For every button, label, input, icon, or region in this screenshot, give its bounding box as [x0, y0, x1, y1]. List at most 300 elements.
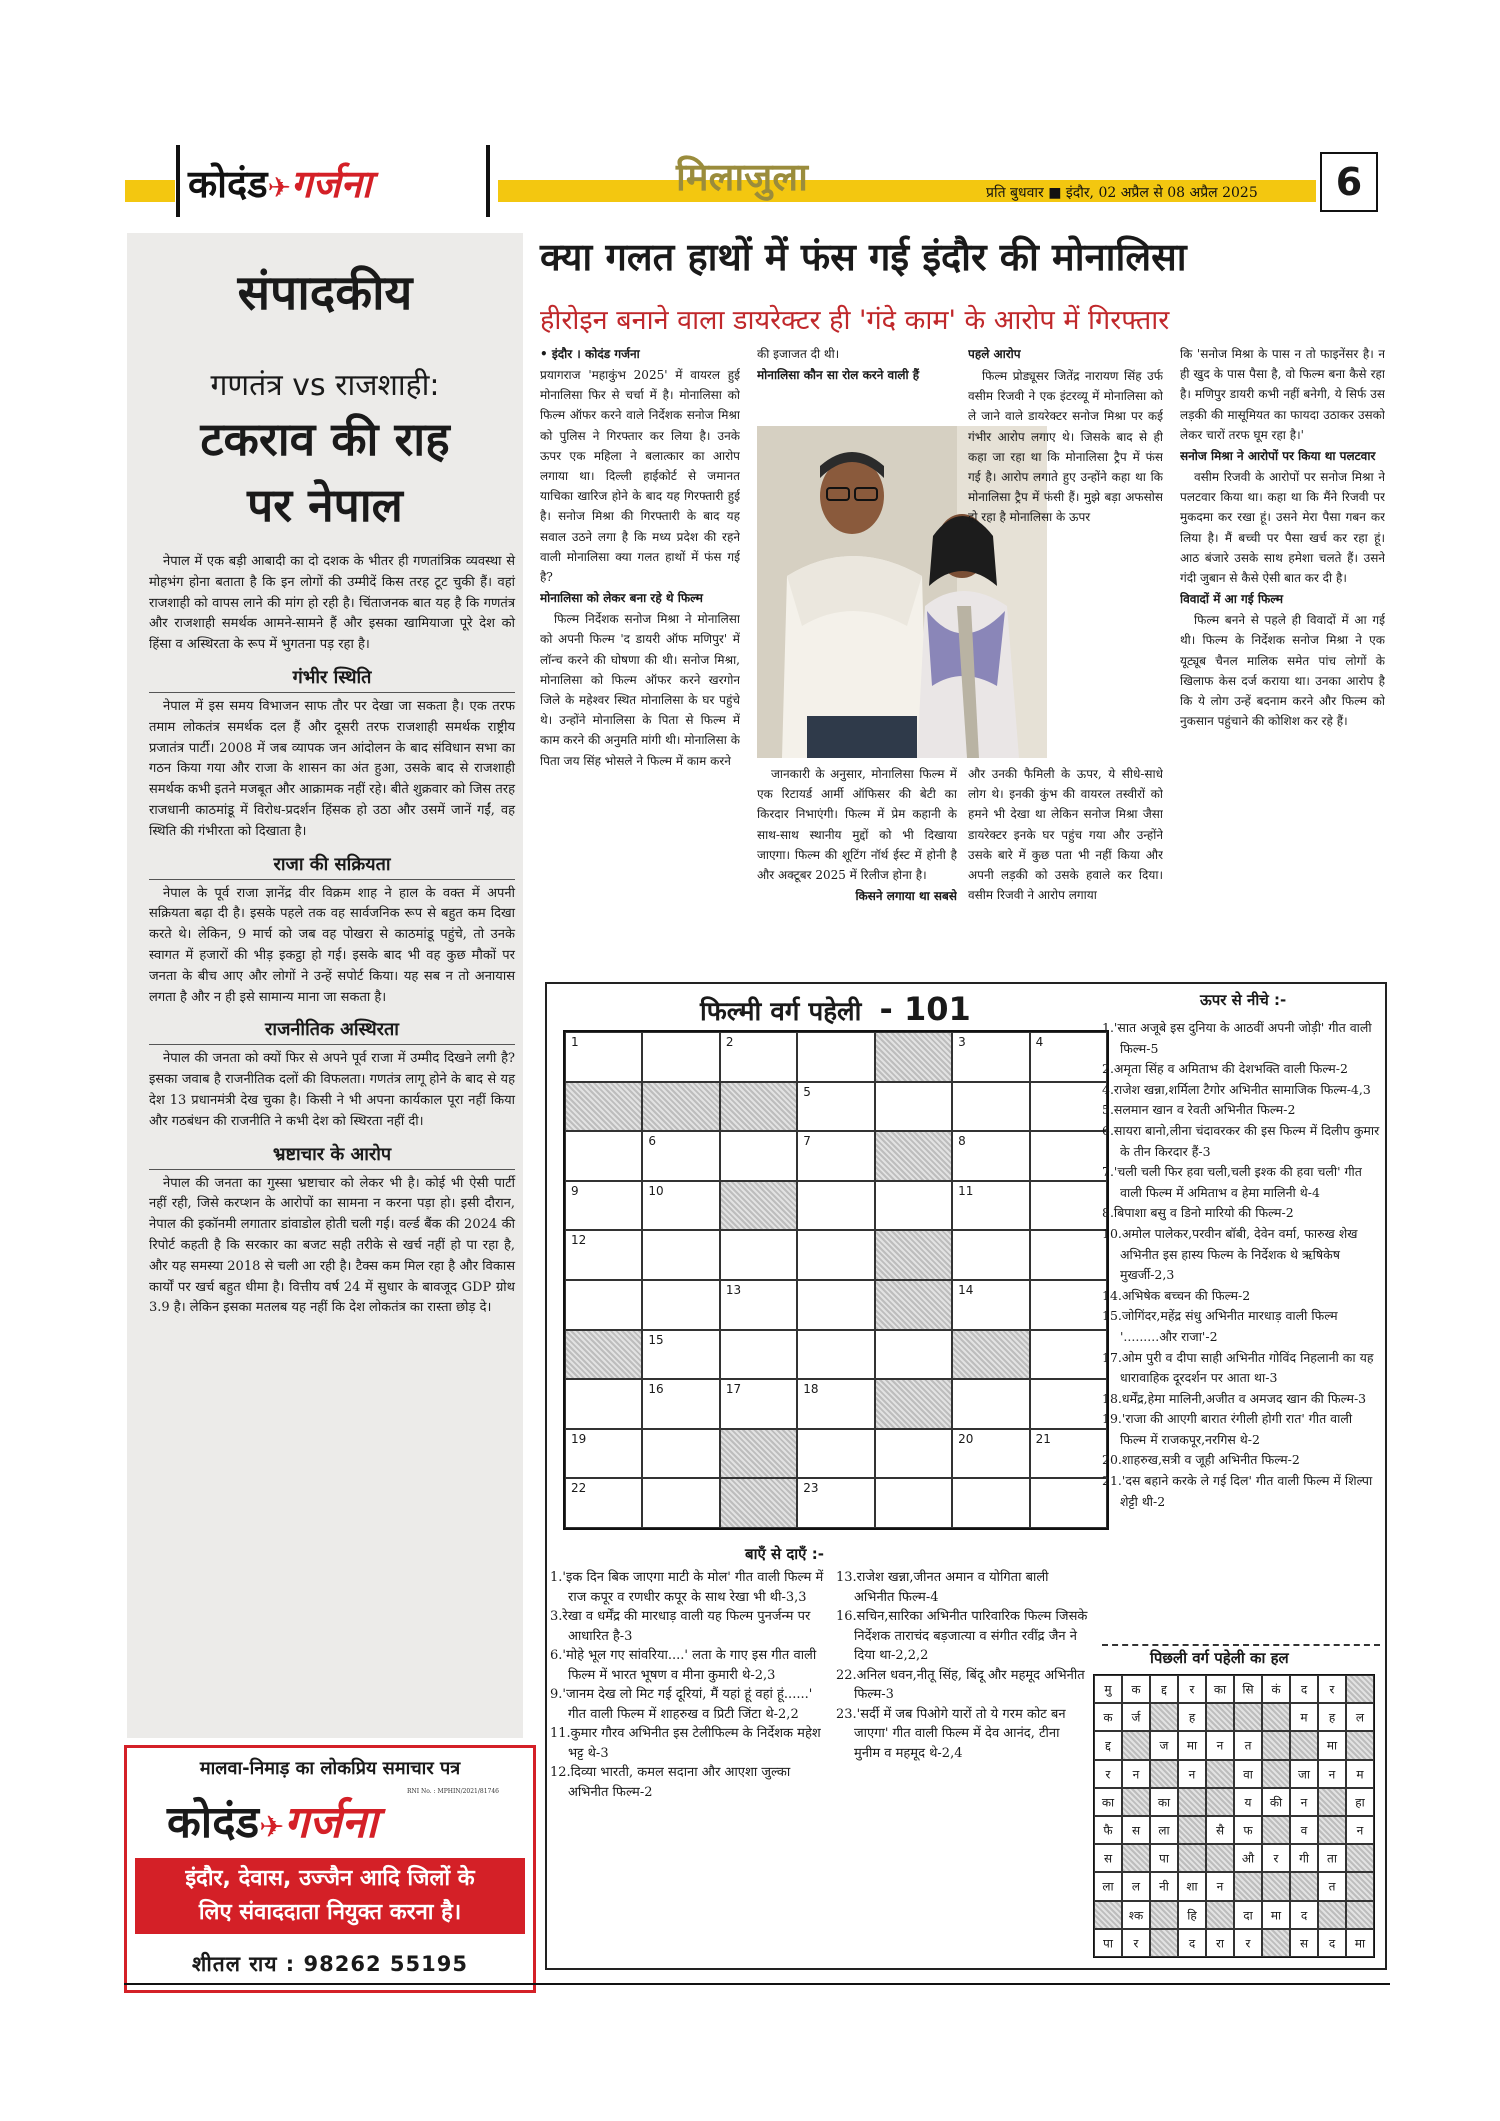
editorial-kicker: गणतंत्र vs राजशाही: [210, 368, 440, 403]
solution-block [1234, 1872, 1262, 1900]
crossword-cell[interactable] [952, 1280, 1029, 1330]
solution-cell [1150, 1731, 1178, 1759]
solution-cell [1290, 1929, 1318, 1957]
solution-block [1178, 1844, 1206, 1872]
solution-grid [1093, 1674, 1375, 1958]
clue-number: 9 [571, 1183, 579, 1198]
solution-letter: ता [1327, 1851, 1337, 1866]
solution-letter: द [1300, 1682, 1308, 1697]
solution-cell [1290, 1703, 1318, 1731]
editorial-para: नेपाल में एक बड़ी आबादी का दो दशक के भीतर ही गणतांत्रिक व्यवस्था से मोहभंग होना बताता है कि इन लोगों की उम्मीदें किस तरह टूट चुकी हैं। वहां राजशाही को वापस लाने की मांग हो रही है। चिंताजनक बात यह है कि गणतंत्र और राजशाही समर्थक आमने-सामने हैं और इसका खामियाजा पूरे देश को हिंसा व अस्थिरता के रूप में भुगतना पड़ रहा है। [149, 554, 515, 653]
solution-block [1150, 1703, 1178, 1731]
down-clue: 18.धर्मेंद्र,हेमा मालिनी,अजीत व अमजद खान की फिल्म-3 [1102, 1390, 1367, 1406]
solution-block [1262, 1816, 1290, 1844]
solution-block [1318, 1788, 1346, 1816]
crossword-cell[interactable] [952, 1082, 1029, 1132]
editorial-para: नेपाल के पूर्व राजा ज्ञानेंद्र वीर विक्रम शाह ने हाल के वक्त में अपनी सक्रियता बढ़ा दी है। इसके पहले तक वह सार्वजनिक रूप से बहुत कम दिखा करते थे। लेकिन, 9 मार्च को जब वह पोखरा से काठमांडू पहुंचे, तो उनके स्वागत में हजारों की भीड़ इकट्ठा हो गई। इसके बाद भी वह कुछ मौकों पर जनता के बीच आए और लोगों ने उन्हें सपोर्ट किया। यह सब न तो अनायास लगता है और न ही इसे सामान्य माना जा सकता है। [149, 885, 515, 1005]
clue-number: 11 [958, 1183, 974, 1198]
crossword-block [952, 1330, 1029, 1380]
solution-cell [1346, 1788, 1374, 1816]
editorial-para: नेपाल में इस समय विभाजन साफ तौर पर देखा जा सकता है। एक तरफ तमाम लोकतंत्र समर्थक दल हैं और दूसरी तरफ राजशाही समर्थक राष्ट्रीय प्रजातंत्र पार्टी। 2008 में जब व्यापक जन आंदोलन के बाद संविधान सभा का गठन किया गया और राजा के शासन का अंत हुआ, उसके बाद से राजशाही समर्थक कभी इतने मजबूत और आक्रामक नहीं रहे। बीते शुक्रवार को जिस तरह राजधानी काठमांडू में विरोध-प्रदर्शन हिंसक हो उठा और उसमें जानें गईं, वह स्थिति की गंभीरता को दिखाता है। [149, 698, 515, 839]
solution-letter: सै [1215, 1823, 1225, 1838]
crossword-block [565, 1082, 642, 1132]
crossword-cell[interactable] [1030, 1230, 1107, 1280]
editorial-subhead: राजा की सक्रियता [149, 848, 515, 880]
down-clues-title: ऊपर से नीचे :- [1200, 991, 1287, 1009]
story-column-2-top [757, 344, 957, 424]
crossword-cell[interactable] [720, 1280, 797, 1330]
solution-cell [1150, 1844, 1178, 1872]
story-headline: क्या गलत हाथों में फंस गई इंदौर की मोनालिसा [540, 235, 1187, 279]
solution-cell [1178, 1731, 1206, 1759]
solution-letter: ह [1188, 1710, 1196, 1725]
solution-letter: का [1213, 1682, 1227, 1697]
solution-letter: गी [1299, 1851, 1309, 1866]
crossword-cell[interactable] [565, 1478, 642, 1528]
solution-letter: दा [1243, 1908, 1253, 1923]
down-clue: 14.अभिषेक बच्चन की फिल्म-2 [1102, 1287, 1251, 1303]
story-para: प्रयागराज 'महाकुंभ 2025' में वायरल हुई मोनालिसा फिर से चर्चा में है। मोनालिसा को फिल्म ऑफर करने वाले निर्देशक सनोज मिश्रा को पुलिस ने गिरफ्तार कर लिया है। उनके ऊपर एक महिला ने बलात्कार का आरोप लगाया था। दिल्ली हाईकोर्ट से जमानत याचिका खारिज होने के बाद यह गिरफ्तारी हुई है। सनोज मिश्रा की गिरफ्तारी के बाद यह सवाल उठने लगा है कि मध्य प्रदेश की रहने वाली मोनालिसा क्या गलत हाथों में फंस गई है? [540, 368, 740, 585]
solution-cell [1262, 1675, 1290, 1703]
section-name: मिलाजुला [676, 155, 808, 199]
solution-cell [1178, 1872, 1206, 1900]
solution-letter: जा [1297, 1767, 1310, 1782]
crossword-cell[interactable] [642, 1330, 719, 1380]
solution-block [1262, 1760, 1290, 1788]
crossword-block [565, 1330, 642, 1380]
solution-cell [1178, 1703, 1206, 1731]
solution-cell [1234, 1788, 1262, 1816]
solution-cell [1290, 1760, 1318, 1788]
solution-cell [1290, 1675, 1318, 1703]
solution-letter: न [1328, 1767, 1336, 1782]
down-clue: 7.'चली चली फिर हवा चली,चली इश्क की हवा चली' गीत वाली फिल्म में अमिताभ व हेमा मालिनी थे-4 [1102, 1164, 1362, 1200]
solution-letter: द्द [1161, 1682, 1167, 1697]
solution-letter: शा [1186, 1879, 1198, 1894]
ad-tagline: मालवा-निमाड़ का लोकप्रिय समाचार पत्र [199, 1758, 461, 1779]
solution-letter: र [1329, 1682, 1335, 1697]
solution-block [1206, 1844, 1234, 1872]
crossword-cell[interactable] [565, 1379, 642, 1429]
solution-cell [1206, 1816, 1234, 1844]
solution-cell [1206, 1872, 1234, 1900]
solution-block [1346, 1901, 1374, 1929]
clue-number: 4 [1035, 1035, 1044, 1049]
crossword-cell[interactable] [797, 1330, 874, 1380]
crossword-cell[interactable] [1030, 1280, 1107, 1330]
down-clue: 19.'राजा की आएगी बारात रंगीली होगी रात' गीत वाली फिल्म में राजकपूर,नरगिस थे-2 [1102, 1411, 1353, 1447]
crossword-cell[interactable] [720, 1330, 797, 1380]
solution-cell [1318, 1844, 1346, 1872]
crossword-cell[interactable] [1030, 1032, 1107, 1082]
solution-cell [1318, 1675, 1346, 1703]
solution-letter: त [1328, 1879, 1336, 1894]
solution-cell [1206, 1731, 1234, 1759]
crossword-block [720, 1181, 797, 1231]
clue-number: 18 [803, 1382, 819, 1397]
solution-letter: पा [1103, 1936, 1113, 1951]
solution-block [1262, 1703, 1290, 1731]
crossword-cell[interactable] [1030, 1181, 1107, 1231]
solution-cell [1122, 1872, 1150, 1900]
crossword-cell[interactable] [952, 1032, 1029, 1082]
crossword-cell[interactable] [642, 1181, 719, 1231]
across-clue: 1.'इक दिन बिक जाएगा माटी के मोल' गीत वाली फिल्म में राज कपूर व रणधीर कपूर के साथ रेखा भी थी-3,3 [550, 1570, 824, 1605]
ad-banner: इंदौर, देवास, उज्जैन आदि जिलों के लिए संवाददाता नियुक्त करना है। [135, 1858, 525, 1934]
solution-cell [1318, 1731, 1346, 1759]
editorial-label: संपादकीय [237, 265, 413, 321]
page-number: 6 [1320, 152, 1378, 212]
solution-cell [1234, 1731, 1262, 1759]
solution-cell [1122, 1760, 1150, 1788]
editorial-subhead: गंभीर स्थिति [149, 661, 515, 693]
crossword-cell[interactable] [565, 1032, 642, 1082]
solution-cell [1122, 1929, 1150, 1957]
solution-cell [1094, 1844, 1122, 1872]
solution-letter: की [1269, 1795, 1283, 1810]
solution-letter: पा [1159, 1851, 1169, 1866]
across-clue: 23.'सर्दी में जब पिओगे यारों तो ये गरम कोट बन जाएगा' गीत वाली फिल्म में देव आनंद, टीना मुनीम व महमूद थे-2,4 [836, 1706, 1066, 1761]
solution-cell [1290, 1901, 1318, 1929]
solution-letter: ल [1131, 1879, 1141, 1894]
solution-block [1178, 1816, 1206, 1844]
crossword-cell[interactable] [642, 1429, 719, 1479]
editorial-column [127, 233, 523, 1738]
story-column-4 [1180, 344, 1385, 972]
clue-number: 22 [571, 1481, 587, 1496]
solution-cell [1094, 1872, 1122, 1900]
story-dateline: • इंदौर । कोदंड गर्जना [540, 347, 640, 361]
solution-cell [1290, 1816, 1318, 1844]
solution-block [1346, 1675, 1374, 1703]
solution-cell [1234, 1760, 1262, 1788]
recruitment-ad [124, 1745, 536, 1993]
crossword-cell[interactable] [797, 1131, 874, 1181]
solution-title: पिछली वर्ग पहेली का हल [1150, 1649, 1289, 1667]
solution-cell [1122, 1675, 1150, 1703]
story-para: वसीम रिजवी के आरोपों पर सनोज मिश्रा ने पलटवार किया था। कहा था कि मैंने रिजवी पर मुकदमा कर रखा हूं। उसने मेरा पैसा गबन कर लिया है। मैं बच्ची पर पैसा खर्च कर रहा हूं। आठ बंजारे उसके साथ हमेशा चलते हैं। उसने गंदी जुबान से कैसे ऐसी बात कर दी है। [1180, 470, 1385, 586]
down-clue: 2.अमृता सिंह व अमिताभ की देशभक्ति वाली फिल्म-2 [1102, 1061, 1348, 1077]
story-subhead-inline: सनोज मिश्रा ने आरोपों पर किया था पलटवार [1180, 449, 1376, 464]
crossword-cell[interactable] [1030, 1131, 1107, 1181]
crossword-cell[interactable] [797, 1032, 874, 1082]
crossword-cell[interactable] [642, 1280, 719, 1330]
story-subhead-inline: विवादों में आ गई फिल्म [1180, 592, 1284, 607]
solution-letter: न [1216, 1738, 1224, 1753]
solution-letter: स [1103, 1851, 1113, 1866]
solution-cell [1318, 1760, 1346, 1788]
crossword-cell[interactable] [875, 1330, 952, 1380]
ad-contact: शीतल राय : 98262 55195 [192, 1952, 468, 1976]
solution-cell [1262, 1901, 1290, 1929]
crossword-cell[interactable] [875, 1429, 952, 1479]
solution-letter: मा [1270, 1908, 1282, 1923]
solution-letter: र [1105, 1767, 1111, 1782]
crossword-block [720, 1478, 797, 1528]
solution-cell [1150, 1816, 1178, 1844]
story-subhead-inline: किसने लगाया था सबसे [855, 889, 957, 904]
solution-letter: द [1300, 1908, 1308, 1923]
clue-number: 17 [725, 1382, 742, 1397]
crossword-cell[interactable] [952, 1131, 1029, 1181]
clue-number: 23 [803, 1481, 819, 1496]
crossword-cell[interactable] [797, 1429, 874, 1479]
solution-letter: स [1299, 1936, 1309, 1951]
solution-cell [1318, 1929, 1346, 1957]
solution-block [1122, 1788, 1150, 1816]
solution-cell [1346, 1703, 1374, 1731]
crossword-cell[interactable] [797, 1082, 874, 1132]
crossword-cell[interactable] [952, 1478, 1029, 1528]
across-clues-left [550, 1568, 832, 1802]
solution-letter: हि [1187, 1908, 1197, 1923]
down-clue: 8.बिपाशा बसु व डिनो मारियो की फिल्म-2 [1102, 1205, 1294, 1221]
solution-letter: द [1328, 1936, 1336, 1951]
masthead-bar-left [125, 180, 175, 202]
solution-letter: हा [1355, 1795, 1365, 1810]
crossword-cell[interactable] [1030, 1429, 1107, 1479]
solution-letter: न [1216, 1879, 1224, 1894]
solution-cell [1206, 1929, 1234, 1957]
story-subhead-inline: मोनालिसा कौन सा रोल करने वाली हैं [757, 368, 920, 383]
masthead-divider [176, 145, 180, 217]
story-para: फिल्म प्रोड्यूसर जितेंद्र नारायण सिंह उर्फ वसीम रिजवी ने एक इंटरव्यू में मोनालिसा को ले जाने वाले डायरेक्टर सनोज मिश्रा पर कई गंभीर आरोप लगाए थे। जिसके बाद से ही कहा जा रहा था कि मोनालिसा ट्रैप में फंस गई है। आरोप लगाते हुए उन्होंने कहा था कि मोनालिसा ट्रैप में फंसी हैं। मुझे बड़ा अफसोस हो रहा है मोनालिसा के ऊपर [968, 369, 1163, 525]
crossword-cell[interactable] [642, 1379, 719, 1429]
solution-letter: वा [1243, 1767, 1253, 1782]
solution-letter: मा [1326, 1738, 1338, 1753]
solution-block [1206, 1760, 1234, 1788]
crossword-title: फिल्मी वर्ग पहेली - 101 [700, 990, 971, 1028]
solution-letter: का [1157, 1795, 1171, 1810]
clue-number: 21 [1035, 1431, 1051, 1446]
solution-letter: का [1101, 1795, 1115, 1810]
editorial-subhead: भ्रष्टाचार के आरोप [149, 1138, 515, 1170]
solution-block [1122, 1844, 1150, 1872]
across-clue: 11.कुमार गौरव अभिनीत इस टेलीफिल्म के निर्देशक महेश भट्ट थे-3 [550, 1726, 821, 1761]
crossword-cell[interactable] [875, 1478, 952, 1528]
across-clue: 9.'जानम देख लो मिट गई दूरियां, मैं यहां हूं वहां हूं......' गीत वाली फिल्म में शाहरुख व प्रिटी जिंटा थे-2,2 [550, 1687, 813, 1722]
clue-number: 3 [958, 1035, 966, 1049]
crossword-cell[interactable] [797, 1379, 874, 1429]
ad-registration: RNI No. : MPHIN/2021/81746 [407, 1788, 499, 1795]
solution-cell [1234, 1901, 1262, 1929]
solution-letter: कं [1271, 1682, 1281, 1697]
ad-logo: कोदंड✈गर्जना [167, 1797, 378, 1848]
solution-divider [1102, 1644, 1380, 1646]
solution-cell [1318, 1872, 1346, 1900]
crossword-cell[interactable] [1030, 1478, 1107, 1528]
solution-letter: क [1131, 1682, 1141, 1697]
crossword-cell[interactable] [642, 1131, 719, 1181]
crossword-cell[interactable] [1030, 1330, 1107, 1380]
clue-number: 5 [803, 1084, 811, 1099]
crossword-block [875, 1379, 952, 1429]
solution-letter: व [1300, 1823, 1308, 1838]
across-clue: 3.रेखा व धर्मेंद्र की मारधाड़ वाली यह फिल्म पुनर्जन्म पर आधारित है-3 [550, 1609, 811, 1644]
crossword-cell[interactable] [565, 1131, 642, 1181]
solution-cell [1150, 1788, 1178, 1816]
clue-number: 8 [958, 1134, 966, 1149]
down-clue: 4.राजेश खन्ना,शर्मिला टैगोर अभिनीत सामाजिक फिल्म-4,3 [1102, 1081, 1371, 1097]
crossword-cell[interactable] [875, 1082, 952, 1132]
solution-letter: न [1132, 1767, 1140, 1782]
solution-cell [1290, 1788, 1318, 1816]
solution-letter: सि [1242, 1682, 1254, 1697]
solution-cell [1094, 1675, 1122, 1703]
crossword-cell[interactable] [952, 1181, 1029, 1231]
story-column-2 [757, 764, 957, 972]
editorial-subhead: राजनीतिक अस्थिरता [149, 1013, 515, 1045]
crossword-cell[interactable] [642, 1230, 719, 1280]
solution-cell [1178, 1675, 1206, 1703]
clue-number: 20 [958, 1431, 974, 1446]
crossword-block [875, 1280, 952, 1330]
clue-number: 19 [571, 1431, 587, 1446]
solution-letter: द्द [1105, 1738, 1111, 1753]
solution-letter: श्क [1128, 1908, 1144, 1923]
story-subhead-inline: मोनालिसा को लेकर बना रहे थे फिल्म [540, 591, 703, 606]
solution-block [1262, 1872, 1290, 1900]
solution-cell [1094, 1788, 1122, 1816]
solution-cell [1346, 1760, 1374, 1788]
solution-letter: म [1356, 1767, 1364, 1782]
solution-letter: ला [1102, 1879, 1114, 1894]
crossword-cell[interactable] [720, 1032, 797, 1082]
story-column-3 [968, 366, 1163, 758]
crossword-cell[interactable] [875, 1181, 952, 1231]
solution-cell [1234, 1844, 1262, 1872]
clue-number: 12 [571, 1233, 587, 1248]
solution-block [1234, 1703, 1262, 1731]
solution-block [1150, 1929, 1178, 1957]
solution-block [1206, 1788, 1234, 1816]
solution-cell [1094, 1703, 1122, 1731]
down-clue: 6.सायरा बानो,लीना चंदावरकर की इस फिल्म में दिलीप कुमार के तीन किरदार हैं-3 [1102, 1122, 1380, 1159]
crossword-cell[interactable] [642, 1478, 719, 1528]
crossword-cell[interactable] [797, 1230, 874, 1280]
solution-letter: ज [1159, 1738, 1169, 1753]
solution-cell [1234, 1675, 1262, 1703]
crossword-cell[interactable] [720, 1379, 797, 1429]
crossword-cell[interactable] [797, 1478, 874, 1528]
clue-number: 2 [725, 1035, 734, 1049]
solution-letter: मु [1104, 1682, 1112, 1697]
solution-letter: न [1300, 1795, 1308, 1810]
solution-letter: र [1189, 1682, 1195, 1697]
story-para: की इजाजत दी थी। [757, 347, 840, 361]
down-clue: 15.जोगिंदर,महेंद्र संधु अभिनीत मारधाड़ वाली फिल्म '.........और राजा'-2 [1102, 1308, 1338, 1344]
solution-block [1094, 1901, 1122, 1929]
solution-letter: ह [1328, 1710, 1336, 1725]
solution-cell [1122, 1901, 1150, 1929]
crossword-cell[interactable] [720, 1131, 797, 1181]
solution-letter: द [1188, 1936, 1196, 1951]
clue-number: 7 [803, 1134, 811, 1149]
crossword-block [720, 1082, 797, 1132]
solution-cell [1206, 1675, 1234, 1703]
solution-letter: र [1133, 1936, 1139, 1951]
solution-block [1122, 1731, 1150, 1759]
down-clues [1102, 1018, 1380, 1512]
crossword-cell[interactable] [565, 1280, 642, 1330]
across-clue: 6.'मोहे भूल गए सांवरिया....' लता के गाए इस गीत वाली फिल्म में भारत भूषण व मीना कुमारी थे-2,3 [550, 1648, 817, 1683]
solution-block [1346, 1731, 1374, 1759]
down-clue: 21.'दस बहाने करके ले गई दिल' गीत वाली फिल्म में शिल्पा शेट्टी थी-2 [1102, 1473, 1373, 1509]
solution-cell [1122, 1816, 1150, 1844]
crossword-block [875, 1230, 952, 1280]
solution-letter: फ [1243, 1823, 1253, 1838]
crossword-cell[interactable] [565, 1429, 642, 1479]
crossword-cell[interactable] [952, 1429, 1029, 1479]
crossword-block [875, 1131, 952, 1181]
crossword-cell[interactable] [1030, 1379, 1107, 1429]
crossword-cell[interactable] [565, 1230, 642, 1280]
solution-cell [1262, 1788, 1290, 1816]
crossword-cell[interactable] [565, 1181, 642, 1231]
solution-cell [1178, 1760, 1206, 1788]
solution-letter: फै [1103, 1823, 1113, 1838]
solution-cell [1178, 1901, 1206, 1929]
solution-cell [1094, 1816, 1122, 1844]
solution-letter: य [1244, 1795, 1252, 1810]
clue-number: 1 [571, 1035, 579, 1049]
solution-cell [1094, 1731, 1122, 1759]
across-clues-title: बाएँ से दाएँ :- [745, 1545, 824, 1563]
crossword-cell[interactable] [797, 1181, 874, 1231]
solution-block [1178, 1788, 1206, 1816]
solution-letter: मा [1354, 1936, 1366, 1951]
story-para: और उनकी फैमिली के ऊपर, ये सीधे-साधे लोग थे। इनकी कुंभ की वायरल तस्वीरों को हमने भी देखा था लेकिन सनोज मिश्रा जैसा डायरेक्टर इनके घर पहुंच गया और उन्होंने उसके बारे में कुछ पता भी नहीं किया और अपनी लड़की को उसके हवाले कर दिया। वसीम रिजवी ने आरोप लगाया [968, 767, 1163, 903]
story-para: फिल्म बनने से पहले ही विवादों में आ गई थी। फिल्म के निर्देशक सनोज मिश्रा ने एक यूट्यूब चैनल मालिक समेत पांच लोगों के खिलाफ केस दर्ज कराया था। उनका आरोप है कि ये लोग उन्हें बदनाम करने और फिल्म को नुकसान पहुंचाने की कोशिश कर रहे हैं। [1180, 613, 1385, 729]
solution-block [1262, 1929, 1290, 1957]
solution-cell [1150, 1872, 1178, 1900]
crossword-block [642, 1082, 719, 1132]
solution-letter: त [1244, 1738, 1252, 1753]
solution-block [1206, 1901, 1234, 1929]
solution-cell [1346, 1816, 1374, 1844]
solution-letter: ल [1355, 1710, 1365, 1725]
solution-block [1262, 1731, 1290, 1759]
solution-block [1150, 1760, 1178, 1788]
crossword-cell[interactable] [720, 1230, 797, 1280]
crossword-grid [563, 1030, 1109, 1530]
solution-block [1318, 1901, 1346, 1929]
solution-letter: म [1300, 1710, 1308, 1725]
clue-number: 14 [958, 1282, 974, 1297]
solution-cell [1094, 1929, 1122, 1957]
crossword-cell[interactable] [952, 1379, 1029, 1429]
down-clue: 20.शाहरुख,सत्री व जूही अभिनीत फिल्म-2 [1102, 1452, 1300, 1468]
solution-cell [1234, 1929, 1262, 1957]
editorial-para: नेपाल की जनता का गुस्सा भ्रष्टाचार को लेकर भी है। कोई भी ऐसी पार्टी नहीं रही, जिसे करप्शन के आरोपों का सामना न करना पड़ा हो। इसी दौरान, नेपाल की इकॉनमी लगातार डांवाडोल होती चली गई। वर्ल्ड बैंक की 2024 की रिपोर्ट कहती है कि सरकार का बजट सही तरीके से खर्च नहीं हो पा रहा है, और यह समस्या 2018 से चली आ रही है। टैक्स कम मिल रहा है और विकास कार्यों पर खर्च बहुत धीमा है। वित्तीय वर्ष 24 में सुधार के बावजूद GDP ग्रोथ 3.9 है। लेकिन इसका मतलब यह नहीं कि देश लोकतंत्र का रास्ता छोड़ दे। [149, 1175, 515, 1316]
down-clue: 1.'सात अजूबे इस दुनिया के आठवीं अपनी जोड़ी' गीत वाली फिल्म-5 [1102, 1020, 1372, 1056]
dateline: प्रति बुधवार ■ इंदौर, 02 अप्रैल से 08 अप्रैल 2025 [986, 185, 1258, 201]
solution-cell [1122, 1703, 1150, 1731]
solution-block [1318, 1816, 1346, 1844]
crossword-cell[interactable] [1030, 1082, 1107, 1132]
story-subhead: हीरोइन बनाने वाला डायरेक्टर ही 'गंदे काम' के आरोप में गिरफ्तार [540, 305, 1170, 336]
story-column-1 [540, 344, 740, 972]
crossword-cell[interactable] [797, 1280, 874, 1330]
solution-block [1206, 1703, 1234, 1731]
solution-letter: नी [1159, 1879, 1169, 1894]
editorial-headline: टकराव की राह पर नेपाल [200, 412, 450, 532]
clue-number: 6 [648, 1134, 657, 1149]
crossword-cell[interactable] [952, 1230, 1029, 1280]
down-clue: 17.ओम पुरी व दीपा साही अभिनीत गोविंद निहलानी का यह धारावाहिक दूरदर्शन पर आता था-3 [1102, 1349, 1374, 1386]
crossword-cell[interactable] [642, 1032, 719, 1082]
clue-number: 10 [648, 1183, 664, 1198]
